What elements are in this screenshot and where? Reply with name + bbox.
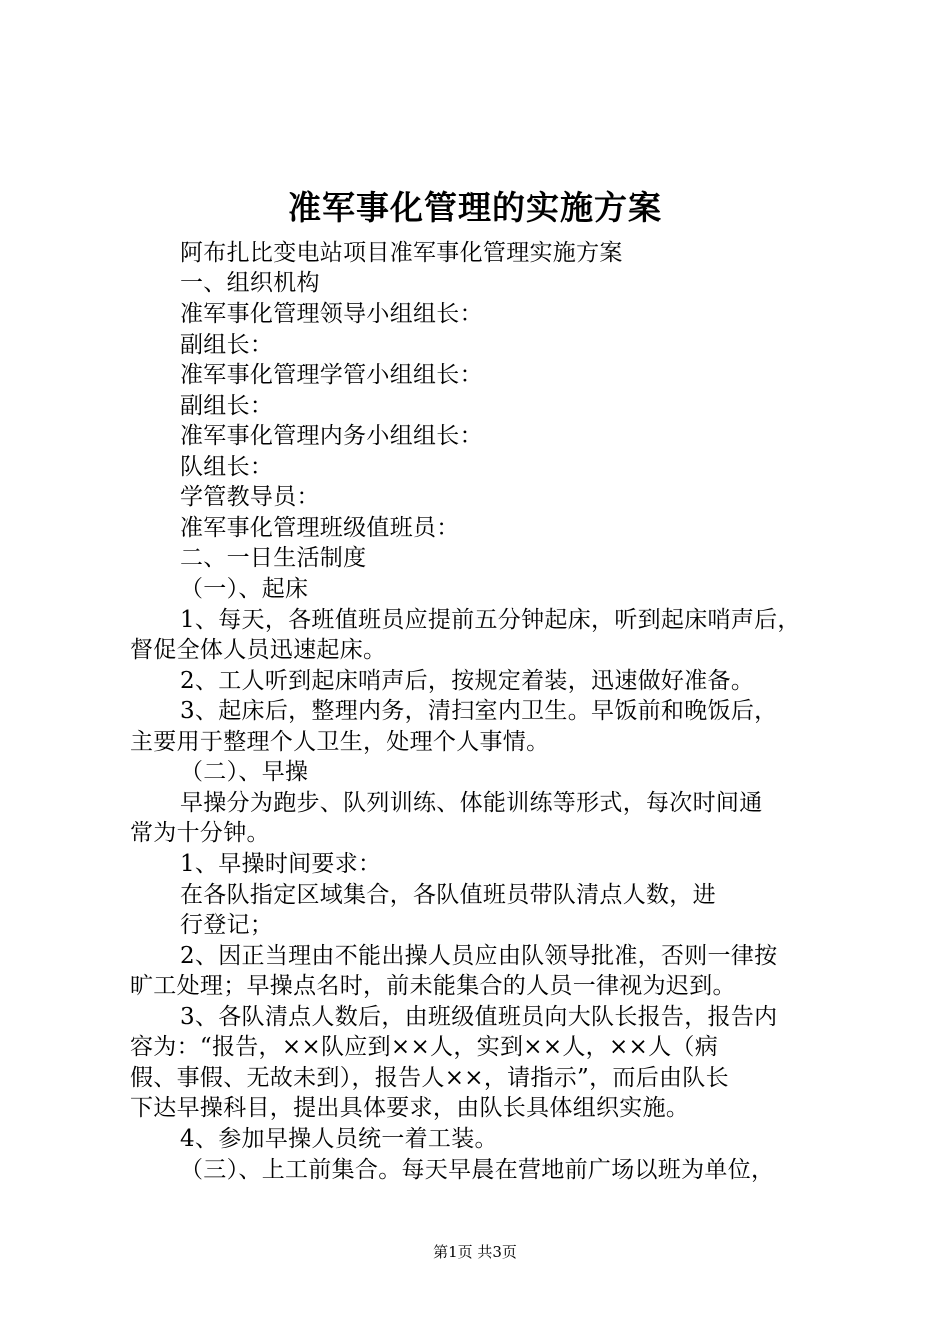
text-line: 1、早操时间要求：: [180, 851, 382, 877]
text-line: 2、工人听到起床哨声后，按规定着装，迅速做好准备。: [180, 668, 755, 694]
document-title: 准军事化管理的实施方案: [288, 188, 662, 227]
text-line: 假、事假、无故未到），报告人××，请指示”，而后由队长: [130, 1065, 729, 1091]
text-line: 2、因正当理由不能出操人员应由队领导批准，否则一律按: [180, 943, 778, 969]
text-line: 督促全体人员迅速起床。: [130, 637, 387, 663]
text-line: 学管教导员：: [180, 484, 320, 510]
text-line: 3、起床后，整理内务，清扫室内卫生。早饭前和晚饭后，: [180, 698, 778, 724]
text-line: 1、每天，各班值班员应提前五分钟起床，听到起床哨声后，: [180, 607, 801, 633]
text-line: 旷工处理；早操点名时，前未能集合的人员一律视为迟到。: [130, 973, 736, 999]
text-line: 队组长：: [180, 454, 274, 480]
text-line: 准军事化管理学管小组组长：: [180, 362, 483, 388]
text-line: 副组长：: [180, 332, 274, 358]
text-line: 早操分为跑步、队列训练、体能训练等形式，每次时间通: [180, 790, 763, 816]
text-line: 副组长：: [180, 393, 274, 419]
text-line: 行登记；: [180, 912, 274, 938]
text-line: 容为：“报告，××队应到××人，实到××人，××人（病: [130, 1034, 719, 1060]
text-line: 3、各队清点人数后，由班级值班员向大队长报告，报告内: [180, 1004, 778, 1030]
text-line: 准军事化管理内务小组组长：: [180, 423, 483, 449]
text-line: 准军事化管理班级值班员：: [180, 515, 460, 541]
text-line: 一、组织机构: [180, 270, 320, 296]
text-line: 下达早操科目，提出具体要求，由队长具体组织实施。: [130, 1095, 690, 1121]
text-line: 4、参加早操人员统一着工装。: [180, 1126, 498, 1152]
text-line: 阿布扎比变电站项目准军事化管理实施方案: [180, 240, 623, 266]
text-line: 常为十分钟。: [130, 820, 270, 846]
subsection-heading: （二）、早操: [180, 759, 309, 785]
text-line: 在各队指定区域集合，各队值班员带队清点人数，进: [180, 882, 716, 908]
text-line: 准军事化管理领导小组组长：: [180, 301, 483, 327]
text-line: 主要用于整理个人卫生，处理个人事情。: [130, 729, 550, 755]
text-line: （三）、上工前集合。每天早晨在营地前广场以班为单位，: [180, 1157, 775, 1183]
section-heading: 二、一日生活制度: [180, 545, 367, 571]
page-footer: 第1页 共3页: [433, 1243, 517, 1261]
subsection-heading: （一）、起床: [180, 576, 309, 602]
